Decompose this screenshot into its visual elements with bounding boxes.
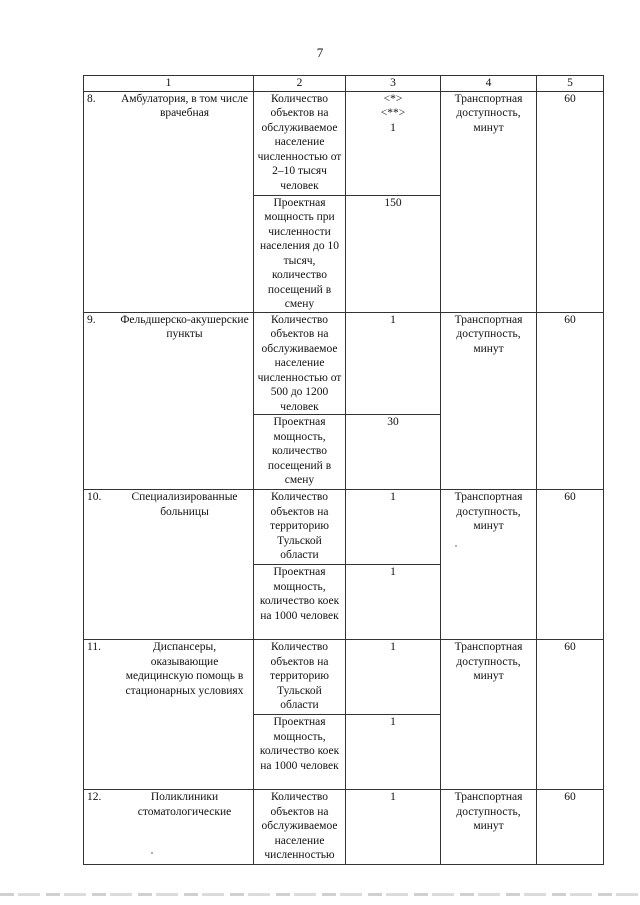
row-number: 10. — [87, 491, 102, 503]
access-cell: Транспортная доступность, минут — [441, 91, 537, 312]
facility-name: Диспансеры, оказывающие медицинскую помощь в стационарных условиях — [125, 641, 244, 697]
row-number: 9. — [87, 313, 96, 326]
facility-name-cell — [84, 312, 254, 490]
facility-name-cell — [84, 91, 254, 312]
scan-speck — [455, 545, 457, 547]
header-col-2: 2 — [254, 76, 346, 92]
indicator-cell: Проектная мощность при численности населения до 10 тысяч, количество посещений в смену — [254, 195, 346, 312]
limit-cell: 60 — [537, 640, 604, 790]
table-row — [84, 640, 604, 715]
facility-name: Амбулатория, в том числе врачебная — [120, 92, 249, 119]
facility-name: Фельдшерско-акушерские пункты — [120, 313, 249, 340]
limit-cell: 60 — [537, 790, 604, 865]
value-cell: 1 — [346, 312, 441, 415]
header-col-3: 3 — [346, 76, 441, 92]
page-number: 7 — [316, 45, 324, 60]
value-cell: 150 — [346, 195, 441, 312]
indicator-cell: Количество объектов на территорию Тульской области — [254, 490, 346, 565]
value-cell: 1 — [346, 565, 441, 640]
table-row — [84, 490, 604, 565]
indicator-cell: Количество объектов на обслуживаемое население численностью — [254, 790, 346, 865]
limit-cell: 60 — [537, 312, 604, 490]
header-col-5: 5 — [537, 76, 604, 92]
scan-speck — [151, 852, 153, 854]
value-cell: 1 — [346, 640, 441, 715]
facility-name: Специализированные больницы — [131, 491, 238, 518]
header-col-1: 1 — [84, 76, 254, 92]
table-row — [84, 91, 604, 195]
indicator-cell: Проектная мощность, количество посещений в смену — [254, 415, 346, 490]
row-number: 8. — [87, 92, 96, 105]
value-cell: 1 — [346, 790, 441, 865]
value-cell: 1 — [346, 715, 441, 790]
facility-name-cell — [84, 640, 254, 790]
table-row — [84, 790, 604, 865]
access-cell: Транспортная доступность, минут — [441, 640, 537, 790]
table-row — [84, 312, 604, 415]
value-cell — [346, 91, 441, 195]
table-header-row — [84, 76, 604, 92]
limit-cell: 60 — [537, 490, 604, 640]
access-cell: Транспортная доступность, минут — [441, 490, 537, 640]
header-col-4: 4 — [441, 76, 537, 92]
facility-name-cell — [84, 790, 254, 865]
value: 1 — [390, 121, 396, 134]
standards-table — [83, 75, 604, 865]
limit-cell: 60 — [537, 91, 604, 312]
value-cell: 1 — [346, 490, 441, 565]
value-cell: 30 — [346, 415, 441, 490]
indicator-cell: Количество объектов на обслуживаемое население численностью от 500 до 1200 человек — [254, 312, 346, 415]
indicator-cell: Проектная мощность, количество коек на 1000 человек — [254, 565, 346, 640]
value-note-1: <*> — [383, 92, 403, 105]
access-cell: Транспортная доступность, минут — [441, 790, 537, 865]
row-number: 11. — [87, 641, 101, 653]
access-cell: Транспортная доступность, минут — [441, 312, 537, 490]
facility-name: Поликлиники стоматологические — [137, 791, 232, 818]
facility-name-cell — [84, 490, 254, 640]
scan-edge-artifact — [0, 893, 640, 896]
indicator-cell: Количество объектов на обслуживаемое население численностью от 2–10 тысяч человек — [254, 91, 346, 195]
row-number: 12. — [87, 791, 102, 803]
indicator-cell: Проектная мощность, количество коек на 1000 человек — [254, 715, 346, 790]
indicator-cell: Количество объектов на территорию Тульской области — [254, 640, 346, 715]
value-note-2: <**> — [380, 107, 406, 119]
